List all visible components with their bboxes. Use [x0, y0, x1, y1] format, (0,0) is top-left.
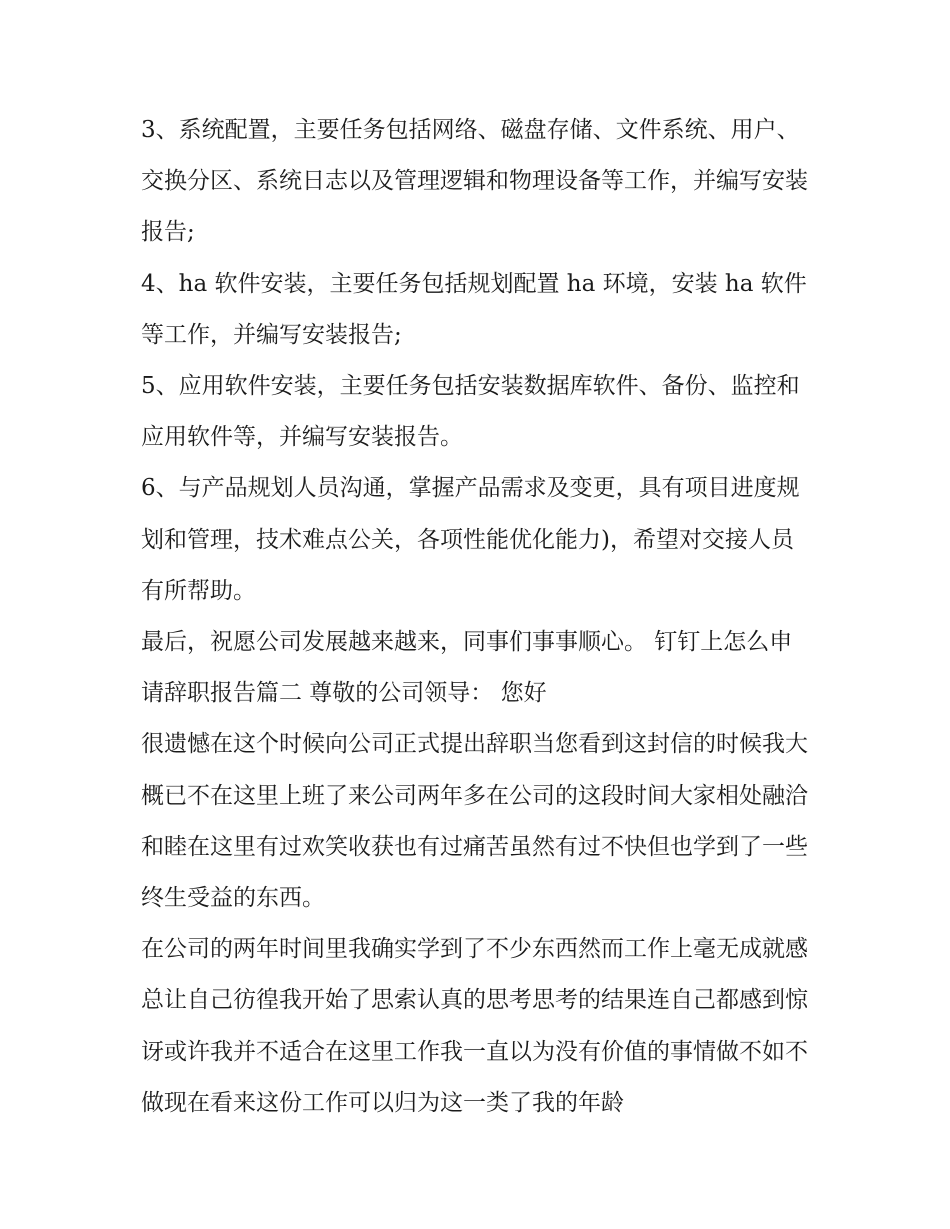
paragraph-closing: 最后，祝愿公司发展越来越来，同事们事事顺心。 钉钉上怎么申请辞职报告篇二 尊敬的公司领导： 您好	[141, 629, 793, 707]
document-body	[141, 105, 813, 1129]
paragraph-item-5: 5、应用软件安装，主要任务包括安装数据库软件、备份、监控和应用软件等，并编写安装报告。	[141, 373, 800, 451]
paragraph-item-4: 4、ha 软件安装，主要任务包括规划配置 ha 环境，安装 ha 软件等工作，并编写安装报告;	[141, 270, 807, 348]
paragraph-resignation-body-1: 很遗憾在这个时候向公司正式提出辞职当您看到这封信的时候我大概已不在这里上班了来公司两年多在公司的这段时间大家相处融洽和睦在这里有过欢笑收获也有过痛苦虽然有过不快但也学到了一些终生受益的东西。	[141, 731, 808, 912]
paragraph-item-3: 3、系统配置，主要任务包括网络、磁盘存储、文件系统、用户、交换分区、系统日志以及管理逻辑和物理设备等工作，并编写安装报告;	[141, 117, 808, 246]
paragraph-item-6: 6、与产品规划人员沟通，掌握产品需求及变更，具有项目进度规划和管理，技术难点公关，各项性能优化能力)，希望对交接人员有所帮助。	[141, 475, 800, 604]
paragraph-resignation-body-2: 在公司的两年时间里我确实学到了不少东西然而工作上毫无成就感总让自己彷徨我开始了思索认真的思考思考的结果连自己都感到惊讶或许我并不适合在这里工作我一直以为没有价值的事情做不如不做现在看来这份工作可以归为这一类了我的年龄	[141, 936, 808, 1116]
